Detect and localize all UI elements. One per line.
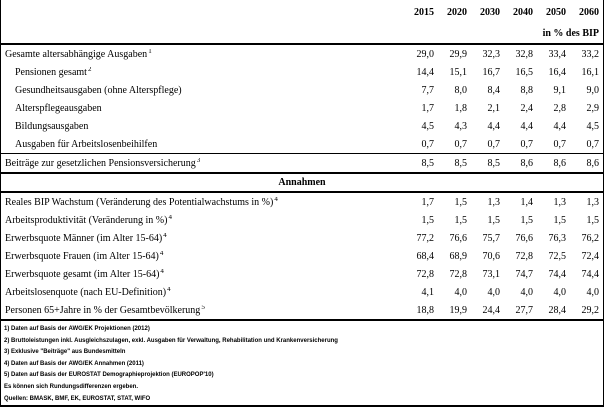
cell-value: 0,7 [487, 138, 500, 150]
cell-value: 19,9 [449, 304, 467, 316]
cell-value: 1,5 [586, 214, 599, 226]
table-row [1, 265, 603, 283]
cell-value: 1,8 [454, 102, 467, 114]
cell-value: 4,5 [421, 120, 434, 132]
cell-value: 0,7 [586, 138, 599, 150]
cell-value: 4,0 [454, 286, 467, 298]
cell-value: 0,7 [553, 138, 566, 150]
cell-value: 1,5 [520, 214, 533, 226]
row-label: Personen 65+Jahre in % der Gesamtbevölkerung [5, 304, 201, 316]
cell-value: 9,0 [586, 84, 599, 96]
assumptions-section-header [1, 174, 603, 191]
row-label: Gesamte altersabhängige Ausgaben [5, 48, 148, 60]
column-header-2060: 2060 [579, 6, 599, 18]
cell-value: 8,0 [454, 84, 467, 96]
cell-value: 8,6 [520, 157, 533, 169]
column-header-2030: 2030 [480, 6, 500, 18]
cell-value: 72,5 [548, 250, 566, 262]
cell-value: 8,8 [520, 84, 533, 96]
footnote-line: 4) Daten auf Basis der AWG/EK Annahmen (2011) [4, 360, 144, 367]
table-bottom-border [1, 405, 603, 407]
cell-value: 29,9 [449, 48, 467, 60]
cell-value: 74,7 [515, 268, 533, 280]
cell-value: 8,5 [454, 157, 467, 169]
footnote-marker: 4 [167, 286, 171, 293]
footnote-line: 1) Daten auf Basis der AWG/EK Projektionen (2012) [4, 326, 150, 332]
cell-value: 8,6 [586, 157, 599, 169]
expenditure-rows [1, 45, 603, 153]
table-row [1, 211, 603, 229]
row-label: Gesundheitsausgaben (ohne Alterspflege) [15, 84, 182, 96]
cell-value: 4,0 [487, 286, 500, 298]
table-row [1, 99, 603, 117]
assumption-rows [1, 193, 603, 319]
contribution-rows [1, 154, 603, 172]
cell-value: 1,4 [520, 196, 533, 208]
cell-value: 76,6 [515, 232, 533, 244]
cell-value: 75,7 [482, 232, 500, 244]
footnote-marker: 4 [168, 214, 172, 221]
column-header-2050: 2050 [546, 6, 566, 18]
cell-value: 68,4 [416, 250, 434, 262]
cell-value: 16,1 [581, 66, 599, 78]
cell-value: 8,4 [487, 84, 500, 96]
footnote-line: Quellen: BMASK, BMF, EK, EUROSTAT, STAT, WIFO [4, 395, 151, 402]
cell-value: 1,5 [454, 214, 467, 226]
cell-value: 28,4 [548, 304, 566, 316]
cell-value: 73,1 [482, 268, 500, 280]
cell-value: 76,6 [449, 232, 467, 244]
table-row [1, 45, 603, 63]
cell-value: 2,9 [586, 102, 599, 114]
cell-value: 2,1 [487, 102, 500, 114]
cell-value: 1,3 [487, 196, 500, 208]
footnote-marker: 1 [148, 48, 152, 55]
cell-value: 1,3 [586, 196, 599, 208]
cell-value: 14,4 [416, 66, 434, 78]
cell-value: 29,0 [416, 48, 434, 60]
cell-value: 0,7 [421, 138, 434, 150]
cell-value: 2,4 [520, 102, 533, 114]
cell-value: 33,2 [581, 48, 599, 60]
footnote-marker: 5 [201, 304, 205, 311]
cell-value: 4,0 [586, 286, 599, 298]
row-label: Alterspflegeausgaben [15, 102, 102, 114]
row-label: Erwerbsquote Frauen (im Alter 15-64) [5, 250, 159, 262]
cell-value: 33,4 [548, 48, 566, 60]
table-row [1, 193, 603, 211]
cell-value: 27,7 [515, 304, 533, 316]
cell-value: 1,7 [421, 196, 434, 208]
footnote-marker: 3 [196, 157, 201, 164]
cell-value: 77,2 [416, 232, 434, 244]
cell-value: 74,4 [548, 268, 566, 280]
cell-value: 72,8 [515, 250, 533, 262]
cell-value: 4,3 [454, 120, 467, 132]
unit-label: in % des BIP [542, 28, 599, 39]
cell-value: 1,3 [553, 196, 566, 208]
cell-value: 72,4 [581, 250, 599, 262]
cell-value: 1,7 [421, 102, 434, 114]
cell-value: 1,5 [454, 196, 467, 208]
footnote-marker: 4 [163, 232, 167, 239]
row-label: Erwerbsquote Männer (im Alter 15-64) [5, 232, 163, 244]
row-label: Beiträge zur gesetzlichen Pensionsversicherung [5, 157, 196, 169]
footnote-marker: 2 [87, 66, 92, 73]
table-row [1, 81, 603, 99]
table-row [1, 135, 603, 153]
footnote-line: 2) Bruttoleistungen inkl. Ausgleichszulagen, exkl. Ausgaben für Verwaltung, Rehabilitation und Krankenversicherung [4, 337, 338, 344]
cell-value: 1,5 [421, 214, 434, 226]
cell-value: 32,3 [482, 48, 500, 60]
cell-value: 8,5 [487, 157, 500, 169]
row-label: Reales BIP Wachstum (Veränderung des Potentialwachstums in %) [5, 196, 274, 208]
cell-value: 8,6 [553, 157, 566, 169]
cell-value: 1,5 [487, 214, 500, 226]
cell-value: 18,8 [416, 304, 434, 316]
cell-value: 4,4 [520, 120, 533, 132]
cell-value: 2,8 [553, 102, 566, 114]
cell-value: 9,1 [553, 84, 566, 96]
cell-value: 72,8 [416, 268, 434, 280]
table-row [1, 229, 603, 247]
cell-value: 76,2 [581, 232, 599, 244]
cell-value: 7,7 [421, 84, 434, 96]
cell-value: 74,4 [581, 268, 599, 280]
assumptions-title: Annahmen [278, 177, 326, 188]
row-label: Arbeitslosenquote (nach EU-Definition) [5, 286, 167, 298]
footnote-line: Es können sich Rundungsdifferenzen ergeben. [4, 383, 139, 390]
cell-value: 15,1 [449, 66, 467, 78]
cell-value: 1,5 [553, 214, 566, 226]
footnotes-block [1, 321, 603, 405]
cell-value: 16,4 [548, 66, 566, 78]
cell-value: 70,6 [482, 250, 500, 262]
row-label: Erwerbsquote gesamt (im Alter 15-64) [5, 268, 160, 280]
table-header-years [1, 0, 603, 24]
unit-header-row [1, 24, 603, 43]
table-row [1, 301, 603, 319]
cell-value: 4,4 [553, 120, 566, 132]
footnote-line: 5) Daten auf Basis der EUROSTAT Demographieprojektion (EUROPOP'10) [4, 372, 214, 379]
footnote-marker: 4 [160, 268, 164, 275]
table-row [1, 247, 603, 265]
footnote-line: 3) Exklusive "Beiträge" aus Bundesmitteln [4, 349, 126, 356]
row-label: Arbeitsproduktivität (Veränderung in %) [5, 214, 168, 226]
column-header-2020: 2020 [447, 6, 467, 18]
table-row [1, 154, 603, 172]
cell-value: 29,2 [581, 304, 599, 316]
column-header-2015: 2015 [414, 6, 434, 18]
row-label: Bildungsausgaben [15, 120, 89, 132]
cell-value: 32,8 [515, 48, 533, 60]
cell-value: 72,8 [449, 268, 467, 280]
row-label: Pensionen gesamt [15, 66, 87, 78]
cell-value: 0,7 [520, 138, 533, 150]
cell-value: 4,0 [520, 286, 533, 298]
cell-value: 76,3 [548, 232, 566, 244]
cell-value: 68,9 [449, 250, 467, 262]
row-label: Ausgaben für Arbeitslosenbeihilfen [15, 138, 158, 150]
table-row [1, 117, 603, 135]
footnote-marker: 4 [159, 250, 164, 257]
cell-value: 16,7 [482, 66, 500, 78]
cell-value: 4,5 [586, 120, 599, 132]
cell-value: 4,4 [487, 120, 500, 132]
cell-value: 24,4 [482, 304, 500, 316]
table-row [1, 63, 603, 81]
footnote-marker: 4 [274, 196, 278, 203]
table-row [1, 283, 603, 301]
column-header-2040: 2040 [513, 6, 533, 18]
cell-value: 8,5 [421, 157, 434, 169]
cell-value: 4,1 [421, 286, 434, 298]
cell-value: 4,0 [553, 286, 566, 298]
cell-value: 0,7 [454, 138, 467, 150]
cell-value: 16,5 [515, 66, 533, 78]
